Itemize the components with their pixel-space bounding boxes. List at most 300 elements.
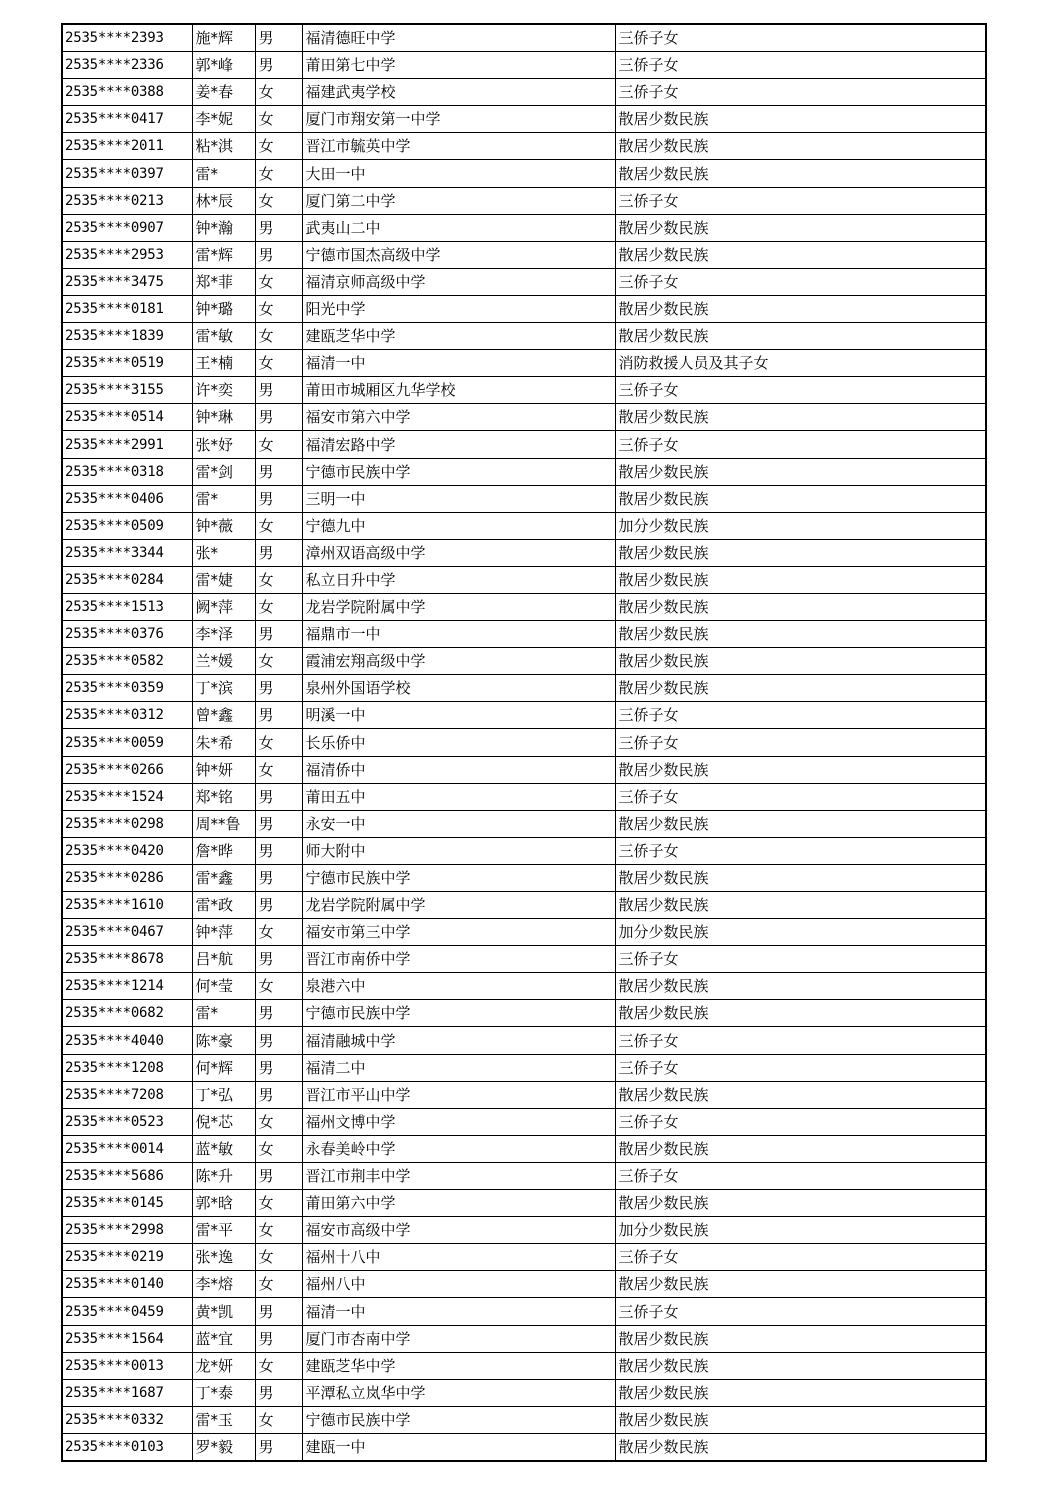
table-row <box>62 783 986 810</box>
school-cell: 霞浦宏翔高级中学 <box>302 648 615 675</box>
name-cell: 郭*峰 <box>192 52 255 79</box>
name-cell: 陈*升 <box>192 1162 255 1189</box>
school-cell: 福清融城中学 <box>302 1027 615 1054</box>
school-cell: 宁德市民族中学 <box>302 864 615 891</box>
name-cell: 钟*萍 <box>192 919 255 946</box>
candidate-id-cell: 2535****0467 <box>62 919 192 946</box>
category-cell: 消防救援人员及其子女 <box>615 350 986 377</box>
school-cell: 厦门市杏南中学 <box>302 1325 615 1352</box>
table-row <box>62 1081 986 1108</box>
table-row <box>62 702 986 729</box>
candidate-id-cell: 2535****3475 <box>62 268 192 295</box>
school-cell: 莆田第七中学 <box>302 52 615 79</box>
table-row <box>62 431 986 458</box>
school-cell: 晋江市荆丰中学 <box>302 1162 615 1189</box>
gender-cell: 女 <box>255 973 302 1000</box>
name-cell: 雷*玉 <box>192 1406 255 1433</box>
table-row <box>62 756 986 783</box>
table-row <box>62 79 986 106</box>
category-cell: 三侨子女 <box>615 1298 986 1325</box>
table-row <box>62 160 986 187</box>
gender-cell: 男 <box>255 1433 302 1461</box>
candidate-id-cell: 2535****0397 <box>62 160 192 187</box>
category-cell: 散居少数民族 <box>615 1406 986 1433</box>
name-cell: 倪*芯 <box>192 1108 255 1135</box>
name-cell: 郭*晗 <box>192 1190 255 1217</box>
school-cell: 厦门第二中学 <box>302 187 615 214</box>
school-cell: 莆田市城厢区九华学校 <box>302 377 615 404</box>
name-cell: 施*辉 <box>192 24 255 52</box>
gender-cell: 女 <box>255 756 302 783</box>
table-row <box>62 837 986 864</box>
school-cell: 福清一中 <box>302 1298 615 1325</box>
category-cell: 散居少数民族 <box>615 295 986 322</box>
name-cell: 雷*婕 <box>192 566 255 593</box>
category-cell: 三侨子女 <box>615 52 986 79</box>
table-row <box>62 810 986 837</box>
gender-cell: 女 <box>255 323 302 350</box>
category-cell: 散居少数民族 <box>615 566 986 593</box>
table-body <box>62 24 986 1461</box>
gender-cell: 女 <box>255 187 302 214</box>
category-cell: 三侨子女 <box>615 24 986 52</box>
table-row <box>62 593 986 620</box>
gender-cell: 男 <box>255 1298 302 1325</box>
category-cell: 散居少数民族 <box>615 1352 986 1379</box>
gender-cell: 女 <box>255 295 302 322</box>
name-cell: 龙*妍 <box>192 1352 255 1379</box>
candidate-id-cell: 2535****0266 <box>62 756 192 783</box>
table-row <box>62 1271 986 1298</box>
name-cell: 兰*媛 <box>192 648 255 675</box>
table-row <box>62 52 986 79</box>
table-row <box>62 1244 986 1271</box>
name-cell: 蓝*敏 <box>192 1135 255 1162</box>
name-cell: 阙*萍 <box>192 593 255 620</box>
candidate-id-cell: 2535****2393 <box>62 24 192 52</box>
candidate-id-cell: 2535****2011 <box>62 133 192 160</box>
name-cell: 雷*敏 <box>192 323 255 350</box>
gender-cell: 女 <box>255 1406 302 1433</box>
school-cell: 福州十八中 <box>302 1244 615 1271</box>
table-row <box>62 404 986 431</box>
school-cell: 阳光中学 <box>302 295 615 322</box>
category-cell: 散居少数民族 <box>615 810 986 837</box>
name-cell: 李*泽 <box>192 621 255 648</box>
school-cell: 福安市第六中学 <box>302 404 615 431</box>
school-cell: 福清德旺中学 <box>302 24 615 52</box>
category-cell: 散居少数民族 <box>615 1000 986 1027</box>
gender-cell: 女 <box>255 566 302 593</box>
table-row <box>62 350 986 377</box>
name-cell: 郑*铭 <box>192 783 255 810</box>
candidate-id-cell: 2535****0459 <box>62 1298 192 1325</box>
candidate-id-cell: 2535****2336 <box>62 52 192 79</box>
gender-cell: 男 <box>255 1162 302 1189</box>
category-cell: 散居少数民族 <box>615 485 986 512</box>
category-cell: 三侨子女 <box>615 946 986 973</box>
table-row <box>62 133 986 160</box>
name-cell: 蓝*宜 <box>192 1325 255 1352</box>
name-cell: 丁*泰 <box>192 1379 255 1406</box>
school-cell: 三明一中 <box>302 485 615 512</box>
candidate-id-cell: 2535****1564 <box>62 1325 192 1352</box>
category-cell: 加分少数民族 <box>615 919 986 946</box>
name-cell: 李*熔 <box>192 1271 255 1298</box>
table-row <box>62 214 986 241</box>
gender-cell: 男 <box>255 52 302 79</box>
table-row <box>62 729 986 756</box>
table-row <box>62 1135 986 1162</box>
school-cell: 龙岩学院附属中学 <box>302 892 615 919</box>
table-row <box>62 1217 986 1244</box>
category-cell: 散居少数民族 <box>615 1190 986 1217</box>
category-cell: 加分少数民族 <box>615 512 986 539</box>
table-row <box>62 892 986 919</box>
candidate-id-cell: 2535****0523 <box>62 1108 192 1135</box>
gender-cell: 女 <box>255 1352 302 1379</box>
category-cell: 三侨子女 <box>615 1162 986 1189</box>
candidate-id-cell: 2535****0519 <box>62 350 192 377</box>
candidate-id-cell: 2535****0013 <box>62 1352 192 1379</box>
candidate-id-cell: 2535****0284 <box>62 566 192 593</box>
candidate-id-cell: 2535****1513 <box>62 593 192 620</box>
gender-cell: 男 <box>255 377 302 404</box>
name-cell: 粘*淇 <box>192 133 255 160</box>
category-cell: 散居少数民族 <box>615 241 986 268</box>
table-row <box>62 539 986 566</box>
gender-cell: 男 <box>255 864 302 891</box>
name-cell: 陈*豪 <box>192 1027 255 1054</box>
candidate-id-cell: 2535****0359 <box>62 675 192 702</box>
candidate-id-cell: 2535****1839 <box>62 323 192 350</box>
table-row <box>62 106 986 133</box>
school-cell: 建瓯芝华中学 <box>302 323 615 350</box>
gender-cell: 女 <box>255 79 302 106</box>
candidate-id-cell: 2535****1610 <box>62 892 192 919</box>
school-cell: 晋江市南侨中学 <box>302 946 615 973</box>
school-cell: 私立日升中学 <box>302 566 615 593</box>
candidate-id-cell: 2535****4040 <box>62 1027 192 1054</box>
school-cell: 福安市高级中学 <box>302 1217 615 1244</box>
school-cell: 福清侨中 <box>302 756 615 783</box>
category-cell: 三侨子女 <box>615 837 986 864</box>
gender-cell: 男 <box>255 241 302 268</box>
school-cell: 师大附中 <box>302 837 615 864</box>
category-cell: 三侨子女 <box>615 1054 986 1081</box>
name-cell: 姜*春 <box>192 79 255 106</box>
candidate-id-cell: 2535****0286 <box>62 864 192 891</box>
category-cell: 散居少数民族 <box>615 404 986 431</box>
school-cell: 福清宏路中学 <box>302 431 615 458</box>
name-cell: 李*妮 <box>192 106 255 133</box>
gender-cell: 女 <box>255 1190 302 1217</box>
table-row <box>62 566 986 593</box>
name-cell: 雷*辉 <box>192 241 255 268</box>
candidate-id-cell: 2535****0376 <box>62 621 192 648</box>
school-cell: 晋江市毓英中学 <box>302 133 615 160</box>
candidate-id-cell: 2535****5686 <box>62 1162 192 1189</box>
table-row <box>62 512 986 539</box>
gender-cell: 男 <box>255 837 302 864</box>
candidate-id-cell: 2535****2953 <box>62 241 192 268</box>
category-cell: 散居少数民族 <box>615 675 986 702</box>
gender-cell: 女 <box>255 1271 302 1298</box>
table-row <box>62 1406 986 1433</box>
category-cell: 散居少数民族 <box>615 621 986 648</box>
name-cell: 雷*鑫 <box>192 864 255 891</box>
name-cell: 钟*琳 <box>192 404 255 431</box>
name-cell: 吕*航 <box>192 946 255 973</box>
school-cell: 明溪一中 <box>302 702 615 729</box>
gender-cell: 女 <box>255 431 302 458</box>
category-cell: 加分少数民族 <box>615 1217 986 1244</box>
name-cell: 钟*璐 <box>192 295 255 322</box>
candidate-id-cell: 2535****7208 <box>62 1081 192 1108</box>
school-cell: 厦门市翔安第一中学 <box>302 106 615 133</box>
category-cell: 散居少数民族 <box>615 458 986 485</box>
candidate-id-cell: 2535****3155 <box>62 377 192 404</box>
name-cell: 雷* <box>192 1000 255 1027</box>
table-row <box>62 24 986 52</box>
table-row <box>62 919 986 946</box>
candidate-id-cell: 2535****1524 <box>62 783 192 810</box>
name-cell: 雷*平 <box>192 1217 255 1244</box>
table-row <box>62 295 986 322</box>
category-cell: 散居少数民族 <box>615 973 986 1000</box>
category-cell: 散居少数民族 <box>615 133 986 160</box>
candidate-id-cell: 2535****0181 <box>62 295 192 322</box>
category-cell: 散居少数民族 <box>615 648 986 675</box>
gender-cell: 男 <box>255 621 302 648</box>
gender-cell: 男 <box>255 675 302 702</box>
candidate-id-cell: 2535****8678 <box>62 946 192 973</box>
gender-cell: 男 <box>255 404 302 431</box>
gender-cell: 女 <box>255 268 302 295</box>
name-cell: 何*莹 <box>192 973 255 1000</box>
candidate-id-cell: 2535****0059 <box>62 729 192 756</box>
gender-cell: 女 <box>255 729 302 756</box>
candidate-id-cell: 2535****0332 <box>62 1406 192 1433</box>
candidate-id-cell: 2535****3344 <box>62 539 192 566</box>
gender-cell: 男 <box>255 1081 302 1108</box>
table-row <box>62 1352 986 1379</box>
school-cell: 莆田五中 <box>302 783 615 810</box>
category-cell: 三侨子女 <box>615 1108 986 1135</box>
candidate-id-cell: 2535****1687 <box>62 1379 192 1406</box>
name-cell: 雷*剑 <box>192 458 255 485</box>
gender-cell: 男 <box>255 1027 302 1054</box>
name-cell: 郑*菲 <box>192 268 255 295</box>
name-cell: 雷*政 <box>192 892 255 919</box>
name-cell: 何*辉 <box>192 1054 255 1081</box>
name-cell: 张* <box>192 539 255 566</box>
gender-cell: 男 <box>255 1054 302 1081</box>
name-cell: 周**鲁 <box>192 810 255 837</box>
school-cell: 宁德市民族中学 <box>302 1406 615 1433</box>
gender-cell: 男 <box>255 946 302 973</box>
gender-cell: 女 <box>255 1135 302 1162</box>
table-row <box>62 187 986 214</box>
school-cell: 宁德市民族中学 <box>302 458 615 485</box>
school-cell: 永春美岭中学 <box>302 1135 615 1162</box>
category-cell: 散居少数民族 <box>615 323 986 350</box>
table-row <box>62 1190 986 1217</box>
gender-cell: 男 <box>255 702 302 729</box>
school-cell: 建瓯一中 <box>302 1433 615 1461</box>
category-cell: 三侨子女 <box>615 377 986 404</box>
category-cell: 散居少数民族 <box>615 160 986 187</box>
school-cell: 泉州外国语学校 <box>302 675 615 702</box>
gender-cell: 男 <box>255 783 302 810</box>
candidate-id-cell: 2535****0213 <box>62 187 192 214</box>
gender-cell: 男 <box>255 539 302 566</box>
candidate-id-cell: 2535****0682 <box>62 1000 192 1027</box>
table-row <box>62 241 986 268</box>
candidate-id-cell: 2535****0312 <box>62 702 192 729</box>
table-row <box>62 1027 986 1054</box>
table-row <box>62 1298 986 1325</box>
school-cell: 晋江市平山中学 <box>302 1081 615 1108</box>
name-cell: 詹*晔 <box>192 837 255 864</box>
candidate-id-cell: 2535****0417 <box>62 106 192 133</box>
school-cell: 宁德九中 <box>302 512 615 539</box>
category-cell: 散居少数民族 <box>615 214 986 241</box>
table-row <box>62 1000 986 1027</box>
school-cell: 莆田第六中学 <box>302 1190 615 1217</box>
table-row <box>62 1379 986 1406</box>
name-cell: 许*奕 <box>192 377 255 404</box>
table-row <box>62 864 986 891</box>
category-cell: 散居少数民族 <box>615 1379 986 1406</box>
school-cell: 漳州双语高级中学 <box>302 539 615 566</box>
candidate-id-cell: 2535****2991 <box>62 431 192 458</box>
name-cell: 钟*妍 <box>192 756 255 783</box>
gender-cell: 男 <box>255 214 302 241</box>
candidate-id-cell: 2535****0406 <box>62 485 192 512</box>
table-row <box>62 1108 986 1135</box>
category-cell: 散居少数民族 <box>615 1325 986 1352</box>
table-row <box>62 377 986 404</box>
gender-cell: 女 <box>255 1108 302 1135</box>
gender-cell: 男 <box>255 1000 302 1027</box>
category-cell: 散居少数民族 <box>615 892 986 919</box>
gender-cell: 女 <box>255 512 302 539</box>
name-cell: 钟*瀚 <box>192 214 255 241</box>
table-row <box>62 648 986 675</box>
table-row <box>62 323 986 350</box>
candidate-id-cell: 2535****0014 <box>62 1135 192 1162</box>
candidate-id-cell: 2535****1214 <box>62 973 192 1000</box>
category-cell: 三侨子女 <box>615 431 986 458</box>
gender-cell: 女 <box>255 648 302 675</box>
candidate-id-cell: 2535****0318 <box>62 458 192 485</box>
table-row <box>62 621 986 648</box>
gender-cell: 男 <box>255 1325 302 1352</box>
category-cell: 散居少数民族 <box>615 864 986 891</box>
school-cell: 宁德市民族中学 <box>302 1000 615 1027</box>
name-cell: 黄*凯 <box>192 1298 255 1325</box>
gender-cell: 男 <box>255 485 302 512</box>
gender-cell: 女 <box>255 593 302 620</box>
candidate-id-cell: 2535****0145 <box>62 1190 192 1217</box>
school-cell: 福清二中 <box>302 1054 615 1081</box>
gender-cell: 女 <box>255 1217 302 1244</box>
name-cell: 罗*毅 <box>192 1433 255 1461</box>
category-cell: 散居少数民族 <box>615 1433 986 1461</box>
candidate-id-cell: 2535****0298 <box>62 810 192 837</box>
category-cell: 三侨子女 <box>615 1244 986 1271</box>
name-cell: 朱*希 <box>192 729 255 756</box>
candidate-id-cell: 2535****0388 <box>62 79 192 106</box>
category-cell: 三侨子女 <box>615 1027 986 1054</box>
gender-cell: 女 <box>255 919 302 946</box>
category-cell: 三侨子女 <box>615 783 986 810</box>
category-cell: 三侨子女 <box>615 729 986 756</box>
table-row <box>62 1433 986 1461</box>
school-cell: 福州文博中学 <box>302 1108 615 1135</box>
table-row <box>62 268 986 295</box>
category-cell: 散居少数民族 <box>615 1271 986 1298</box>
gender-cell: 男 <box>255 1379 302 1406</box>
table-row <box>62 1325 986 1352</box>
candidate-id-cell: 2535****2998 <box>62 1217 192 1244</box>
school-cell: 泉港六中 <box>302 973 615 1000</box>
candidate-id-cell: 2535****0103 <box>62 1433 192 1461</box>
school-cell: 福清京师高级中学 <box>302 268 615 295</box>
candidate-id-cell: 2535****0514 <box>62 404 192 431</box>
gender-cell: 女 <box>255 133 302 160</box>
gender-cell: 男 <box>255 810 302 837</box>
table-row <box>62 1054 986 1081</box>
gender-cell: 女 <box>255 106 302 133</box>
table-row <box>62 458 986 485</box>
school-cell: 武夷山二中 <box>302 214 615 241</box>
category-cell: 三侨子女 <box>615 79 986 106</box>
gender-cell: 男 <box>255 24 302 52</box>
gender-cell: 女 <box>255 350 302 377</box>
table-row <box>62 946 986 973</box>
school-cell: 大田一中 <box>302 160 615 187</box>
gender-cell: 男 <box>255 892 302 919</box>
school-cell: 福鼎市一中 <box>302 621 615 648</box>
name-cell: 王*楠 <box>192 350 255 377</box>
candidate-id-cell: 2535****0140 <box>62 1271 192 1298</box>
table-row <box>62 485 986 512</box>
name-cell: 丁*滨 <box>192 675 255 702</box>
category-cell: 散居少数民族 <box>615 593 986 620</box>
name-cell: 张*逸 <box>192 1244 255 1271</box>
school-cell: 龙岩学院附属中学 <box>302 593 615 620</box>
category-cell: 散居少数民族 <box>615 1081 986 1108</box>
candidate-id-cell: 2535****0509 <box>62 512 192 539</box>
school-cell: 永安一中 <box>302 810 615 837</box>
candidate-id-cell: 2535****0582 <box>62 648 192 675</box>
school-cell: 福建武夷学校 <box>302 79 615 106</box>
gender-cell: 女 <box>255 1244 302 1271</box>
school-cell: 福清一中 <box>302 350 615 377</box>
category-cell: 散居少数民族 <box>615 756 986 783</box>
school-cell: 平潭私立岚华中学 <box>302 1379 615 1406</box>
candidate-id-cell: 2535****1208 <box>62 1054 192 1081</box>
name-cell: 张*妤 <box>192 431 255 458</box>
candidate-id-cell: 2535****0219 <box>62 1244 192 1271</box>
table-row <box>62 675 986 702</box>
school-cell: 福安市第三中学 <box>302 919 615 946</box>
name-cell: 林*辰 <box>192 187 255 214</box>
candidate-id-cell: 2535****0420 <box>62 837 192 864</box>
category-cell: 三侨子女 <box>615 702 986 729</box>
